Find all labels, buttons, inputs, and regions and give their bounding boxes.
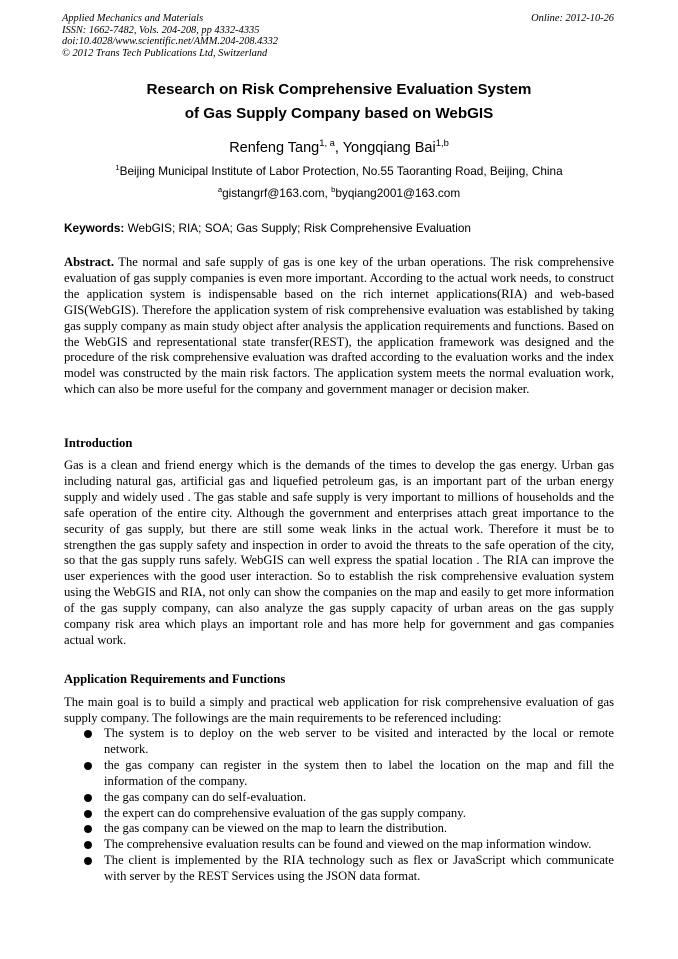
section-paragraph: Gas is a clean and friend energy which is the demands of the times to develop the gas energy. Urban gas including natural gas, artificial gas and liquefied petroleum gas, is an important part of the urban energy supply and widely used . The gas stable and safe supply is very important to millions of households and the safe operation of the entire city. Although the government and enterprises attach great importance to the security of gas supply, but there are still some weak links in the actual work. Therefore it must be to strengthen the gas supply safety and inspection in order to avoid the threats to the safe operation of the city, so that the gas supply runs safely. WebGIS can well express the spatial location . The RIA can improve the user experiences with the good user interaction. So to establish the risk comprehensive evaluation system using the WebGIS and RIA, not only can show the companies on the map and easily to get more information of the gas supply company, can also analyze the gas supply capacity of urban areas on the gas supply company risk area which plays an important role and has more help for government and gas companies actual work. — [64, 458, 614, 647]
title-line-1: Research on Risk Comprehensive Evaluation System — [146, 81, 532, 98]
affiliation — [0, 164, 678, 178]
keywords — [64, 221, 614, 235]
abstract-text: The normal and safe supply of gas is one key of the urban operations. The risk comprehensive evaluation of gas supply companies is even more important. According to the actual work needs, to construct the application system is indispensable based on the rich internet applications(RIA) and web-based GIS(WebGIS). Therefore the application system of risk comprehensive evaluation was established by taking gas supply company as main study object after analysis the application requirements and functions. Based on the WebGIS and representational state transfer(REST), the application framework was designed and the procedure of the risk comprehensive evaluation was drafted according to the evaluation works and the index model was constructed by the main risk factors. The application system meets the normal evaluation work, which can also be more useful for the company and government manager or decision maker. — [64, 255, 614, 397]
email-superscript: b — [331, 185, 336, 195]
author-name: Yongqiang Bai — [342, 140, 436, 156]
paper-title — [0, 78, 678, 126]
author-list — [0, 137, 678, 156]
section-paragraph: The main goal is to build a simply and practical web application for risk comprehensive evaluation of gas supply company. The followings are the main requirements to be referenced including: — [64, 695, 614, 725]
title-line-2: of Gas Supply Company based on WebGIS — [184, 105, 494, 122]
journal-name: Applied Mechanics and Materials — [62, 13, 204, 24]
author-superscript: 1,b — [435, 137, 449, 149]
author-name: Renfeng Tang — [229, 140, 320, 156]
list-item-text: The client is implemented by the RIA technology such as flex or JavaScript which communicate with server by the REST Services using the JSON data format. — [104, 853, 614, 884]
list-item — [64, 837, 614, 853]
list-item-text: the gas company can do self-evaluation. — [104, 789, 307, 804]
list-item — [64, 821, 614, 837]
issn-line: ISSN: 1662-7482, Vols. 204-208, pp 4332-4335 — [62, 24, 260, 36]
list-item — [64, 758, 614, 790]
section-heading: Application Requirements and Functions — [64, 672, 286, 686]
requirements-list — [64, 726, 614, 885]
list-item-text: The system is to deploy on the web server to be visited and interacted by the local or remote network. — [104, 726, 614, 756]
bullet-icon — [84, 825, 92, 833]
list-item-text: the gas company can register in the system then to label the location on the map and fill the information of the company. — [104, 757, 614, 788]
author-emails — [0, 186, 678, 200]
bullet-icon — [84, 762, 92, 770]
abstract — [64, 255, 614, 398]
list-item-text: The comprehensive evaluation results can be found and viewed on the map information window. — [104, 837, 592, 852]
list-item-text: the gas company can be viewed on the map to learn the distribution. — [104, 821, 448, 836]
list-item — [64, 726, 614, 758]
list-item — [64, 806, 614, 822]
author-separator: , — [334, 140, 343, 156]
email-superscript: a — [217, 185, 223, 195]
abstract-label: Abstract. — [64, 255, 115, 269]
list-item-text: the expert can do comprehensive evaluation of the gas supply company. — [104, 805, 466, 820]
list-item — [64, 853, 614, 885]
email-link[interactable]: gistangrf@163.com, — [222, 186, 332, 200]
list-item — [64, 790, 614, 806]
bullet-icon — [84, 810, 92, 818]
email-link[interactable]: byqiang2001@163.com — [335, 186, 461, 200]
journal-header — [62, 13, 278, 59]
bullet-icon — [84, 857, 92, 865]
bullet-icon — [84, 841, 92, 849]
copyright-line: © 2012 Trans Tech Publications Ltd, Switzerland — [62, 47, 268, 59]
doi-line: doi:10.4028/www.scientific.net/AMM.204-208.4332 — [62, 36, 278, 48]
keywords-label: Keywords: — [64, 221, 125, 235]
author-superscript: 1, a — [319, 137, 335, 149]
keywords-text: WebGIS; RIA; SOA; Gas Supply; Risk Comprehensive Evaluation — [124, 221, 471, 235]
affiliation-superscript: 1 — [115, 163, 120, 173]
section-heading: Introduction — [64, 436, 133, 450]
bullet-icon — [84, 730, 92, 738]
affiliation-text: Beijing Municipal Institute of Labor Protection, No.55 Taoranting Road, Beijing, China — [119, 164, 563, 178]
bullet-icon — [84, 794, 92, 802]
online-date: Online: 2012-10-26 — [531, 13, 614, 24]
